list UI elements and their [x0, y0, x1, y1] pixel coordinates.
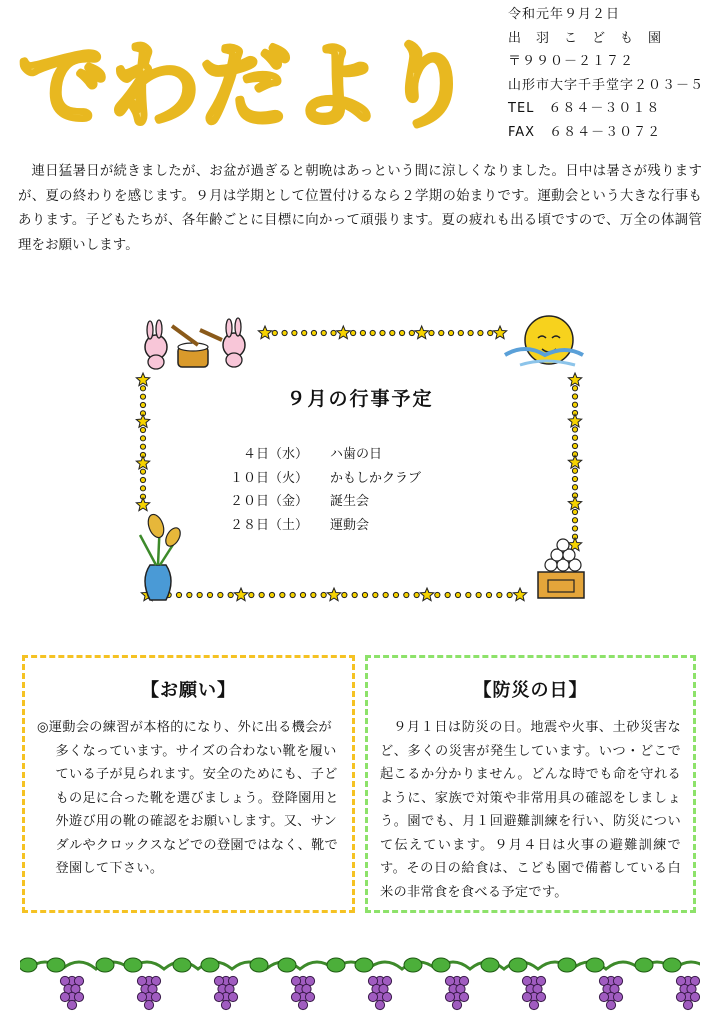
event-row — [224, 443, 524, 467]
pampas-grass-vase-icon — [140, 512, 183, 600]
event-date: ４日（水） — [242, 447, 308, 462]
disaster-title: 【防災の日】 — [473, 680, 588, 701]
fax-number: FAX ６８４－３０７２ — [508, 124, 662, 140]
events-title: ９月の行事予定 — [286, 388, 434, 410]
event-name: ハ歯の日 — [330, 447, 383, 462]
events-list — [224, 443, 524, 537]
moon-icon — [505, 316, 583, 365]
address-block — [508, 3, 713, 144]
masthead-title-text: でわだより — [18, 33, 473, 138]
event-row — [224, 467, 524, 491]
grape-vine-border — [20, 945, 700, 1015]
street-address: 山形市大字千手堂字２０３－５ — [508, 77, 705, 93]
request-body: ◎運動会の練習が本格的になり、外に出る機会が多くなっています。サイズの合わない靴を履いている子が見られます。安全のためにも、子どもの足に合った靴を選びましょう。登降園用と外遊び用の靴の確認をお願いします。又、サンダルやクロックスなどでの登園ではなく、靴で登園して下さい。 — [37, 720, 339, 876]
event-row — [224, 490, 524, 514]
tsukimi-dango-icon — [538, 539, 584, 598]
rabbits-mochi-icon — [145, 318, 245, 369]
event-name: かもしかクラブ — [330, 470, 422, 486]
request-title: 【お願い】 — [141, 680, 236, 701]
event-date: ２０日（金） — [229, 494, 308, 509]
event-name: 運動会 — [330, 517, 370, 533]
event-name: 誕生会 — [330, 494, 370, 509]
event-date: １０日（火） — [229, 470, 308, 486]
intro-paragraph: 連日猛暑日が続きましたが、お盆が過ぎると朝晩はあっという間に涼しくなりました。日中は暑さが残りますが、夏の終わりを感じます。９月は学期として位置付けるなら２学期の始まりです。運動会という大きな行事もあります。子どもたちが、各年齢ごとに目標に向かって頑張ります。夏の疲れも出る頃ですので、万全の体調管理をお願いします。 — [18, 164, 702, 253]
disaster-body: ９月１日は防災の日。地震や火事、土砂災害など、多くの災害が発生しています。いつ・どこで起こるか分かりません。どんな時でも命を守れるように、家族で対策や非常用具の確認をしましょう。園でも、月１回避難訓練を行い、防災について伝えています。９月４日は火事の避難訓練です。その日の給食は、こども園で備蓄している白米の非常食を食べる予定です。 — [380, 720, 681, 900]
event-date: ２８日（土） — [229, 517, 308, 533]
disaster-box — [365, 655, 696, 913]
phone-number: TEL ６８４－３０１８ — [508, 101, 661, 116]
postal-code: 〒９９０－２１７２ — [508, 54, 635, 69]
issue-date: 令和元年９月２日 — [508, 7, 621, 22]
event-row — [224, 514, 524, 538]
school-name: 出 羽 こ ど も 園 — [508, 30, 663, 46]
request-box — [22, 655, 355, 913]
masthead-title — [12, 18, 482, 138]
